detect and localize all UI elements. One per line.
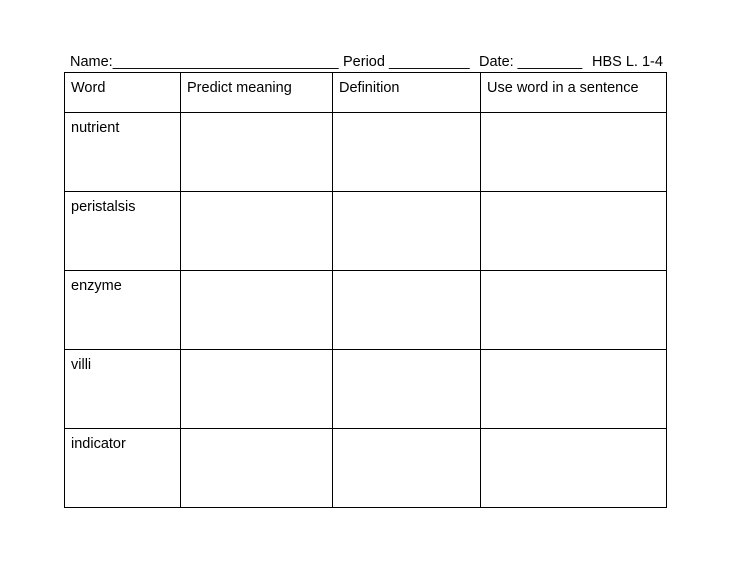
predict-meaning-cell [181,429,333,508]
table-header-row [65,73,667,113]
sentence-cell [481,350,667,429]
word-cell: nutrient [65,113,181,192]
word-cell: villi [65,350,181,429]
date-field: Date: ________ [479,54,583,70]
name-field: Name:____________________________ [70,54,339,70]
sentence-cell [481,271,667,350]
column-header-definition: Definition [333,73,481,113]
sentence-cell [481,113,667,192]
definition-cell [333,113,481,192]
column-header-predict-meaning: Predict meaning [181,73,333,113]
predict-meaning-cell [181,271,333,350]
predict-meaning-cell [181,192,333,271]
word-cell: enzyme [65,271,181,350]
definition-cell [333,271,481,350]
vocabulary-table [64,72,667,508]
sentence-cell [481,429,667,508]
table-row [65,113,667,192]
table-row [65,350,667,429]
word-cell: indicator [65,429,181,508]
word-cell: peristalsis [65,192,181,271]
worksheet-header [70,52,662,72]
table-row [65,429,667,508]
table-row [65,192,667,271]
definition-cell [333,429,481,508]
predict-meaning-cell [181,113,333,192]
column-header-word: Word [65,73,181,113]
lesson-code: HBS L. 1-4 [592,54,663,70]
definition-cell [333,192,481,271]
predict-meaning-cell [181,350,333,429]
table-row [65,271,667,350]
definition-cell [333,350,481,429]
period-field: Period __________ [343,54,470,70]
column-header-sentence: Use word in a sentence [481,73,667,113]
sentence-cell [481,192,667,271]
